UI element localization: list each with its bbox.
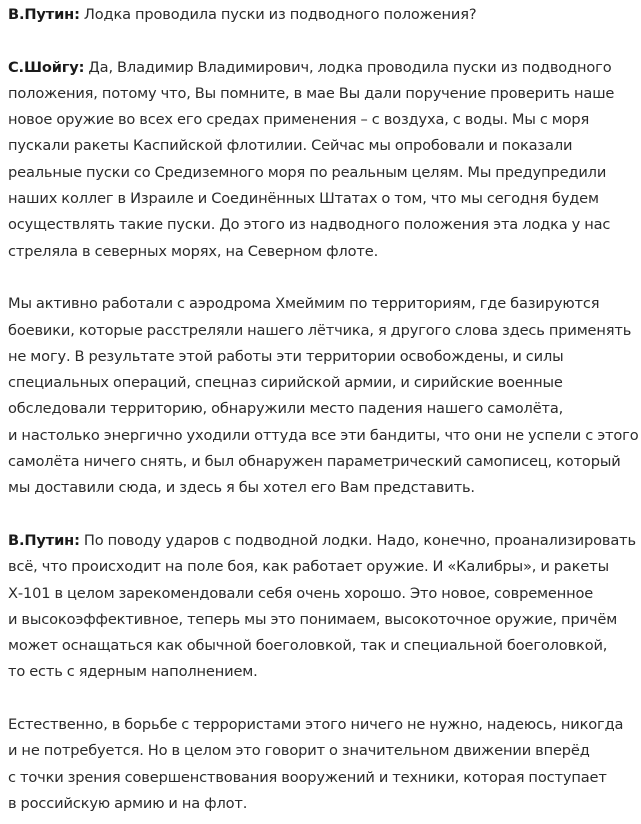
text-line: Естественно, в борьбе с террористами этого ничего не нужно, надеюсь, никогда [8,716,624,734]
text-line: мы доставили сюда, и здесь я бы хотел его Вам представить. [8,479,475,497]
text-line: то есть с ядерным наполнением. [8,663,258,681]
text-line: обследовали территорию, обнаружили место падения нашего самолёта, [8,400,564,418]
text-line: реальные пуски со Средиземного моря по реальным целям. Мы предупредили [8,163,607,181]
text-line: новое оружие во всех его средах применения – с воздуха, с воды. Мы с моря [8,111,590,129]
paragraph-putin-question [8,2,637,28]
speaker-name: В.Путин: [8,6,80,23]
speaker-name: С.Шойгу: [8,58,85,76]
line-text: Лодка проводила пуски из подводного положения? [79,6,477,23]
paragraph-shoigu-continued [8,291,637,501]
text-line: Х-101 в целом зарекомендовали себя очень хорошо. Это новое, современное [8,584,594,602]
text-line [8,2,637,28]
text-line: осуществлять такие пуски. До этого из надводного положения эта лодка у нас [8,216,611,234]
paragraph-putin-continued [8,712,637,817]
paragraph-putin-remarks [8,528,637,686]
text-line: всё, что происходит на поле боя, как работает оружие. И «Калибры», и ракеты [8,558,609,576]
text-line: стреляла в северных морях, на Северном флоте. [8,242,379,260]
speaker-name: В.Путин: [8,531,80,549]
text-line: не могу. В результате этой работы эти территории освобождены, и силы [8,347,564,365]
text-line: специальных операций, спецназ сирийской армии, и сирийские военные [8,374,563,392]
line-text: Да, Владимир Владимирович, лодка проводила пуски из подводного [84,58,612,76]
text-line: и высокоэффективное, теперь мы это понимаем, высокоточное оружие, причём [8,610,618,628]
paragraph-shoigu-answer [8,55,637,265]
text-line [8,528,637,554]
text-line: и настолько энергично уходили оттуда все эти бандиты, что они не успели с этого [8,426,639,444]
text-line [8,55,637,81]
text-line: Мы активно работали с аэродрома Хмеймим по территориям, где базируются [8,295,600,313]
text-line: наших коллег в Израиле и Соединённых Штатах о том, что мы сегодня будем [8,190,599,208]
text-line: может оснащаться как обычной боеголовкой, так и специальной боеголовкой, [8,637,608,655]
text-line: положения, потому что, Вы помните, в мае Вы дали поручение проверить наше [8,84,615,102]
text-line: пускали ракеты Каспийской флотилии. Сейчас мы опробовали и показали [8,137,573,155]
line-text: По поводу ударов с подводной лодки. Надо, конечно, проанализировать [79,531,636,549]
text-line: в российскую армию и на флот. [8,794,248,812]
text-line: самолёта ничего снять, и был обнаружен параметрический самописец, который [8,453,621,471]
text-line: и не потребуется. Но в целом это говорит о значительном движении вперёд [8,742,590,760]
text-line: боевики, которые расстреляли нашего лётчика, я другого слова здесь применять [8,321,632,339]
text-line: с точки зрения совершенствования вооружений и техники, которая поступает [8,768,607,786]
